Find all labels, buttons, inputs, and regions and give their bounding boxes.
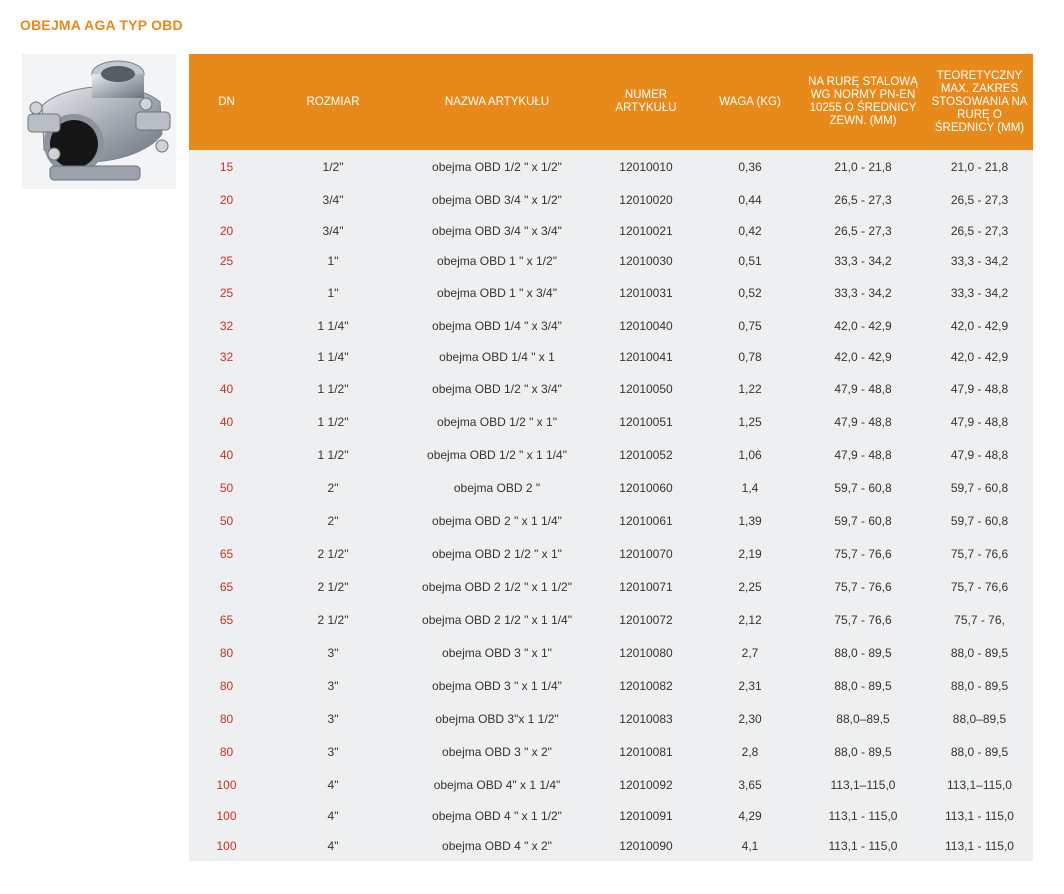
cell-steel-pipe-diameter: 113,1–115,0 (830, 777, 896, 792)
table-row (189, 570, 1033, 603)
cell-theoretical-range: 33,3 - 34,2 (950, 285, 1009, 300)
cell-dn: 100 (216, 777, 237, 792)
cell-article-name: obejma OBD 4 " x 1 1/2" (432, 809, 562, 823)
cell-theoretical-range: 59,7 - 60,8 (950, 480, 1009, 495)
cell-weight: 0,44 (738, 192, 762, 207)
cell-steel-pipe-diameter: 88,0 - 89,5 (834, 678, 892, 693)
cell-steel-pipe-diameter: 33,3 - 34,2 (834, 285, 892, 300)
cell-theoretical-range: 42,0 - 42,9 (950, 350, 1009, 364)
cell-size: 1" (327, 285, 339, 300)
cell-dn: 65 (219, 612, 234, 627)
header-theoretical-range: TEORETYCZNY MAX. ZAKRES STOSOWANIA NA RURĘ O ŚREDNICY (MM) (931, 69, 1028, 134)
cell-dn: 80 (219, 678, 234, 693)
cell-dn: 25 (219, 285, 234, 300)
header-article-number: NUMER ARTYKUŁU (615, 89, 677, 114)
cell-weight: 2,7 (741, 645, 759, 660)
table-row (189, 276, 1033, 309)
cell-article-name: obejma OBD 1/2 " x 1/2" (432, 159, 562, 174)
cell-dn: 80 (219, 711, 234, 726)
cell-theoretical-range: 75,7 - 76, (954, 612, 1005, 627)
cell-theoretical-range: 75,7 - 76,6 (950, 579, 1009, 594)
cell-theoretical-range: 88,0 - 89,5 (950, 744, 1009, 759)
cell-article-name: obejma OBD 2 1/2 " x 1 1/2" (422, 579, 572, 594)
cell-steel-pipe-diameter: 42,0 - 42,9 (834, 350, 892, 364)
cell-size: 4" (327, 777, 339, 792)
cell-steel-pipe-diameter: 113,1 - 115,0 (828, 839, 898, 853)
cell-theoretical-range: 42,0 - 42,9 (950, 318, 1009, 333)
table-row (189, 405, 1033, 438)
cell-theoretical-range: 75,7 - 76,6 (950, 546, 1009, 561)
cell-article-name: obejma OBD 2 1/2 " x 1 1/4" (422, 612, 572, 627)
table-header-row (189, 54, 1033, 150)
cell-article-number: 12010060 (619, 480, 673, 495)
table-row (189, 216, 1033, 246)
cell-article-number: 12010091 (619, 809, 673, 823)
cell-article-number: 12010021 (619, 224, 673, 238)
cell-size: 3/4" (322, 224, 344, 238)
cell-dn: 20 (219, 224, 234, 238)
cell-weight: 1,22 (738, 381, 762, 396)
table-row (189, 471, 1033, 504)
table-row (189, 438, 1033, 471)
cell-size: 2" (327, 513, 339, 528)
cell-article-name: obejma OBD 1/2 " x 3/4" (432, 381, 562, 396)
cell-steel-pipe-diameter: 75,7 - 76,6 (834, 579, 892, 594)
table-row (189, 150, 1033, 183)
cell-size: 1 1/4" (317, 350, 349, 364)
table-row (189, 702, 1033, 735)
cell-article-name: obejma OBD 1 " x 1/2" (437, 254, 557, 268)
cell-theoretical-range: 88,0 - 89,5 (950, 645, 1009, 660)
cell-article-name: obejma OBD 1 " x 3/4" (437, 285, 557, 300)
table-row (189, 537, 1033, 570)
cell-article-number: 12010071 (619, 579, 673, 594)
cell-size: 3" (327, 645, 339, 660)
cell-steel-pipe-diameter: 88,0 - 89,5 (834, 645, 892, 660)
cell-theoretical-range: 113,1 - 115,0 (945, 809, 1014, 823)
cell-theoretical-range: 47,9 - 48,8 (950, 381, 1009, 396)
cell-steel-pipe-diameter: 26,5 - 27,3 (834, 192, 892, 207)
cell-weight: 4,1 (741, 839, 759, 853)
cell-article-name: obejma OBD 3 " x 1 1/4" (432, 678, 562, 693)
cell-size: 3/4" (322, 192, 344, 207)
cell-article-name: obejma OBD 3/4 " x 3/4" (432, 224, 562, 238)
cell-size: 2" (327, 480, 339, 495)
cell-article-number: 12010070 (619, 546, 673, 561)
cell-weight: 1,25 (738, 414, 762, 429)
cell-dn: 25 (219, 254, 234, 268)
cell-dn: 80 (219, 744, 234, 759)
cell-steel-pipe-diameter: 26,5 - 27,3 (834, 224, 892, 238)
cell-theoretical-range: 26,5 - 27,3 (950, 192, 1009, 207)
cell-article-name: obejma OBD 3 " x 1" (442, 645, 552, 660)
cell-steel-pipe-diameter: 42,0 - 42,9 (834, 318, 892, 333)
cell-article-number: 12010020 (619, 192, 673, 207)
cell-article-number: 12010010 (619, 159, 673, 174)
cell-theoretical-range: 88,0–89,5 (952, 711, 1007, 726)
cell-dn: 20 (219, 192, 234, 207)
cell-weight: 0,78 (738, 350, 762, 364)
cell-steel-pipe-diameter: 88,0–89,5 (836, 711, 890, 726)
cell-dn: 65 (219, 579, 234, 594)
cell-steel-pipe-diameter: 47,9 - 48,8 (834, 447, 892, 462)
cell-size: 4" (327, 839, 339, 853)
cell-theoretical-range: 88,0 - 89,5 (950, 678, 1009, 693)
cell-theoretical-range: 21,0 - 21,8 (950, 159, 1009, 174)
cell-steel-pipe-diameter: 113,1 - 115,0 (828, 809, 898, 823)
spec-table (189, 54, 1033, 861)
cell-theoretical-range: 33,3 - 34,2 (950, 254, 1009, 268)
cell-article-number: 12010052 (619, 447, 673, 462)
cell-steel-pipe-diameter: 21,0 - 21,8 (834, 159, 892, 174)
cell-dn: 15 (219, 159, 234, 174)
cell-dn: 100 (216, 839, 237, 853)
table-row (189, 309, 1033, 342)
cell-size: 1 1/2" (317, 414, 349, 429)
table-row (189, 246, 1033, 276)
cell-size: 1 1/4" (317, 318, 349, 333)
cell-theoretical-range: 47,9 - 48,8 (950, 414, 1009, 429)
cell-size: 3" (327, 678, 339, 693)
cell-size: 3" (327, 744, 339, 759)
cell-article-number: 12010050 (619, 381, 673, 396)
table-row (189, 504, 1033, 537)
pipe-clamp-icon (22, 54, 176, 189)
cell-article-number: 12010083 (619, 711, 673, 726)
cell-steel-pipe-diameter: 59,7 - 60,8 (834, 480, 892, 495)
cell-steel-pipe-diameter: 88,0 - 89,5 (834, 744, 892, 759)
cell-article-name: obejma OBD 2 " x 1 1/4" (432, 513, 562, 528)
cell-weight: 0,42 (738, 224, 762, 238)
header-steel-pipe-diameter: NA RURĘ STALOWĄ WG NORMY PN-EN 10255 O ŚREDNICY ZEWN. (MM) (808, 76, 918, 127)
cell-dn: 40 (219, 381, 234, 396)
header-weight: WAGA (KG) (719, 95, 781, 108)
cell-dn: 40 (219, 414, 234, 429)
cell-size: 2 1/2" (317, 579, 349, 594)
cell-dn: 50 (219, 513, 234, 528)
table-row (189, 669, 1033, 702)
cell-article-number: 12010082 (619, 678, 673, 693)
cell-article-name: obejma OBD 1/2 " x 1" (437, 414, 557, 429)
cell-weight: 0,36 (738, 159, 762, 174)
cell-size: 3" (327, 711, 339, 726)
cell-weight: 2,12 (738, 612, 762, 627)
cell-weight: 0,52 (738, 285, 762, 300)
cell-steel-pipe-diameter: 47,9 - 48,8 (834, 414, 892, 429)
cell-dn: 40 (219, 447, 234, 462)
table-row (189, 801, 1033, 831)
cell-article-number: 12010081 (619, 744, 673, 759)
cell-article-name: obejma OBD 4 " x 2" (442, 839, 552, 853)
cell-weight: 2,8 (741, 744, 759, 759)
cell-weight: 1,06 (738, 447, 762, 462)
cell-theoretical-range: 47,9 - 48,8 (950, 447, 1009, 462)
cell-steel-pipe-diameter: 75,7 - 76,6 (834, 612, 892, 627)
table-row (189, 831, 1033, 861)
cell-article-number: 12010061 (619, 513, 673, 528)
cell-size: 2 1/2" (317, 546, 349, 561)
cell-size: 1/2" (322, 159, 344, 174)
cell-weight: 1,4 (741, 480, 759, 495)
cell-size: 2 1/2" (317, 612, 349, 627)
cell-weight: 4,29 (738, 809, 762, 823)
cell-weight: 2,30 (738, 711, 762, 726)
cell-article-name: obejma OBD 1/4 " x 3/4" (432, 318, 562, 333)
header-article-name: NAZWA ARTYKUŁU (444, 95, 550, 108)
cell-steel-pipe-diameter: 59,7 - 60,8 (834, 513, 892, 528)
header-dn: DN (218, 95, 235, 108)
table-row (189, 636, 1033, 669)
page-title: OBEJMA AGA TYP OBD (20, 17, 183, 33)
cell-weight: 1,39 (738, 513, 762, 528)
table-row (189, 342, 1033, 372)
cell-article-name: obejma OBD 2 " (453, 480, 541, 495)
cell-weight: 2,25 (738, 579, 762, 594)
cell-article-name: obejma OBD 1/4 " x 1 (439, 350, 555, 364)
cell-size: 1" (327, 254, 339, 268)
cell-article-number: 12010092 (619, 777, 673, 792)
cell-weight: 2,31 (738, 678, 762, 693)
cell-theoretical-range: 59,7 - 60,8 (950, 513, 1009, 528)
table-row (189, 183, 1033, 216)
cell-size: 1 1/2" (317, 447, 349, 462)
cell-size: 4" (327, 809, 339, 823)
cell-article-name: obejma OBD 3"x 1 1/2" (435, 711, 559, 726)
cell-article-name: obejma OBD 3 " x 2" (442, 744, 552, 759)
cell-theoretical-range: 113,1–115,0 (947, 777, 1012, 792)
cell-article-name: obejma OBD 1/2 " x 1 1/4" (427, 447, 567, 462)
cell-article-number: 12010080 (619, 645, 673, 660)
cell-steel-pipe-diameter: 75,7 - 76,6 (834, 546, 892, 561)
table-row (189, 735, 1033, 768)
header-size: ROZMIAR (306, 95, 360, 108)
cell-weight: 0,51 (738, 254, 762, 268)
cell-article-number: 12010051 (619, 414, 673, 429)
cell-steel-pipe-diameter: 47,9 - 48,8 (834, 381, 892, 396)
cell-article-number: 12010030 (619, 254, 673, 268)
table-row (189, 768, 1033, 801)
table-row (189, 603, 1033, 636)
cell-size: 1 1/2" (317, 381, 349, 396)
cell-dn: 32 (219, 350, 234, 364)
cell-dn: 65 (219, 546, 234, 561)
table-row (189, 372, 1033, 405)
cell-theoretical-range: 113,1 - 115,0 (945, 839, 1014, 853)
cell-dn: 80 (219, 645, 234, 660)
cell-article-name: obejma OBD 2 1/2 " x 1" (432, 546, 562, 561)
cell-weight: 3,65 (738, 777, 762, 792)
cell-weight: 2,19 (738, 546, 762, 561)
cell-article-number: 12010041 (619, 350, 673, 364)
cell-theoretical-range: 26,5 - 27,3 (950, 224, 1009, 238)
cell-dn: 32 (219, 318, 234, 333)
table-body (189, 150, 1033, 861)
cell-article-name: obejma OBD 4" x 1 1/4" (433, 777, 561, 792)
cell-dn: 100 (216, 809, 237, 823)
cell-article-number: 12010031 (619, 285, 673, 300)
cell-article-number: 12010090 (619, 839, 673, 853)
cell-article-number: 12010072 (619, 612, 673, 627)
cell-weight: 0,75 (738, 318, 762, 333)
cell-dn: 50 (219, 480, 234, 495)
cell-article-name: obejma OBD 3/4 " x 1/2" (432, 192, 562, 207)
cell-steel-pipe-diameter: 33,3 - 34,2 (834, 254, 892, 268)
product-image (22, 54, 176, 189)
cell-article-number: 12010040 (619, 318, 673, 333)
